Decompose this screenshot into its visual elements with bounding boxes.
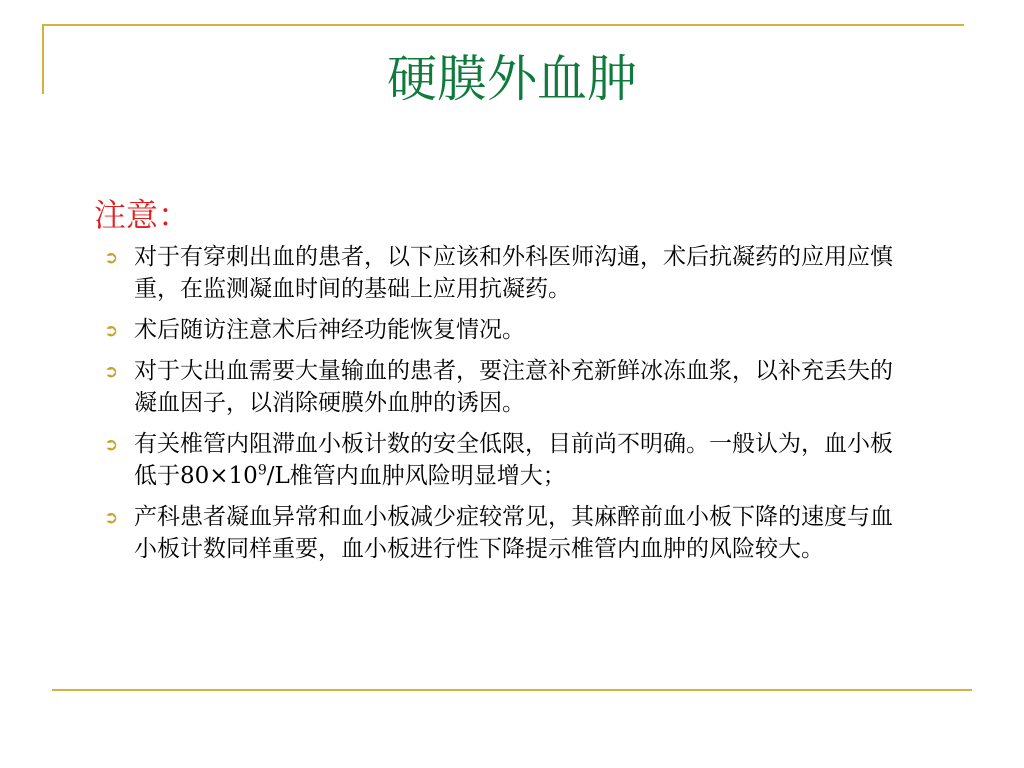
- bottom-accent-line: [52, 689, 972, 691]
- bullet-item: [94, 428, 894, 492]
- superscript-exponent: 9: [257, 462, 267, 479]
- bullet-item: [94, 241, 894, 305]
- bullet-item: [94, 355, 894, 419]
- slide-title: 硬膜外血肿: [387, 50, 637, 108]
- bullet-text-part: 有关椎管内阻滞血小板计数的安全低限，目前尚不明确。一般认为，血小板低于80×10: [134, 431, 893, 489]
- bullet-text: 对于有穿刺出血的患者，以下应该和外科医师沟通，术后抗凝药的应用应慎重，在监测凝血时间的基础上应用抗凝药。: [134, 244, 893, 302]
- bullet-text: 对于大出血需要大量输血的患者，要注意补充新鲜冰冻血浆，以补充丢失的凝血因子，以消除硬膜外血肿的诱因。: [134, 358, 893, 416]
- section-heading: 注意：: [94, 196, 191, 234]
- bullet-text: 术后随访注意术后神经功能恢复情况。: [134, 317, 525, 343]
- slide-content: [94, 193, 894, 574]
- bullet-item: [94, 314, 894, 346]
- top-accent-line: [42, 24, 964, 26]
- bullet-text-part: /L椎管内血肿风险明显增大；: [266, 463, 566, 489]
- curved-arrow-bullet-icon: ➲: [104, 248, 119, 268]
- curved-arrow-bullet-icon: ➲: [104, 362, 119, 382]
- curved-arrow-bullet-icon: ➲: [104, 321, 119, 341]
- curved-arrow-bullet-icon: ➲: [104, 508, 119, 528]
- bullet-text: 产科患者凝血异常和血小板减少症较常见，其麻醉前血小板下降的速度与血小板计数同样重要，血小板进行性下降提示椎管内血肿的风险较大。: [134, 504, 893, 562]
- bullet-list: [94, 241, 894, 565]
- curved-arrow-bullet-icon: ➲: [104, 435, 119, 455]
- bullet-item: [94, 501, 894, 565]
